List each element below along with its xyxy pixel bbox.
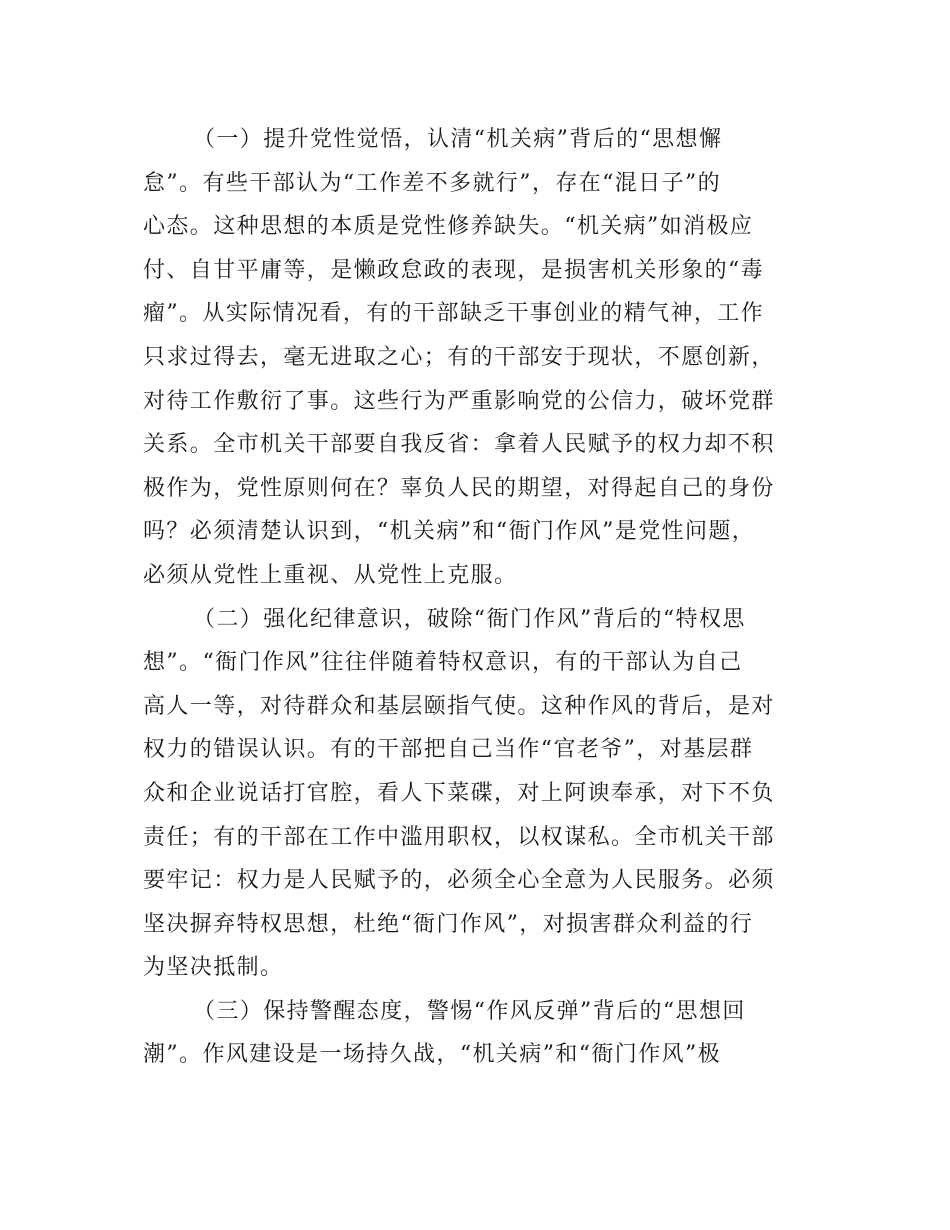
text-line: 潮”。作风建设是一场持久战，“机关病”和“衙门作风”极: [143, 1042, 722, 1068]
text-line: 对待工作敷衍了事。这些行为严重影响党的公信力，破坏党群: [143, 388, 775, 414]
text-line: （一）提升党性觉悟，认清“机关病”背后的“思想懈: [193, 127, 723, 152]
text-line: 心态。这种思想的本质是党性修养缺失。“机关病”如消极应: [143, 214, 754, 240]
text-line: 瘤”。从实际情况看，有的干部缺乏干事创业的精气神，工作: [143, 301, 765, 327]
text-line: 为坚决抵制。: [143, 955, 284, 981]
text-line: （二）强化纪律意识，破除“衙门作风”背后的“特权思: [193, 606, 746, 632]
text-line: 想”。“衙门作风”往往伴随着特权意识，有的干部认为自己: [143, 650, 743, 676]
text-line: 高人一等，对待群众和基层颐指气使。这种作风的背后，是对: [143, 693, 775, 719]
text-line: 付、自甘平庸等，是懒政怠政的表现，是损害机关形象的“毒: [143, 257, 765, 283]
text-line: 关系。全市机关干部要自我反省：拿着人民赋予的权力却不积: [143, 432, 775, 458]
text-line: （三）保持警醒态度，警惕“作风反弹”背后的“思想回: [193, 998, 746, 1024]
paragraph-1: [143, 118, 833, 598]
document-body: [143, 118, 833, 1077]
text-line: 吗？必须清楚认识到，“机关病”和“衙门作风”是党性问题，: [143, 519, 756, 545]
text-line: 必须从党性上重视、从党性上克服。: [143, 562, 518, 588]
paragraph-3: [143, 990, 833, 1077]
text-line: 坚决摒弃特权思想，杜绝“衙门作风”，对损害群众利益的行: [143, 911, 754, 937]
text-line: 只求过得去，毫无进取之心；有的干部安于现状，不愿创新，: [143, 344, 775, 370]
text-line: 众和企业说话打官腔，看人下菜碟，对上阿谀奉承，对下不负: [143, 780, 775, 806]
text-line: 要牢记：权力是人民赋予的，必须全心全意为人民服务。必须: [143, 868, 775, 894]
text-line: 权力的错误认识。有的干部把自己当作“官老爷”，对基层群: [143, 737, 754, 763]
text-line: 极作为，党性原则何在？辜负人民的期望，对得起自己的身份: [143, 475, 775, 501]
paragraph-2: [143, 598, 833, 990]
text-line: 怠”。有些干部认为“工作差不多就行”，存在“混日子”的: [143, 170, 722, 196]
text-line: 责任；有的干部在工作中滥用职权，以权谋私。全市机关干部: [143, 824, 775, 850]
